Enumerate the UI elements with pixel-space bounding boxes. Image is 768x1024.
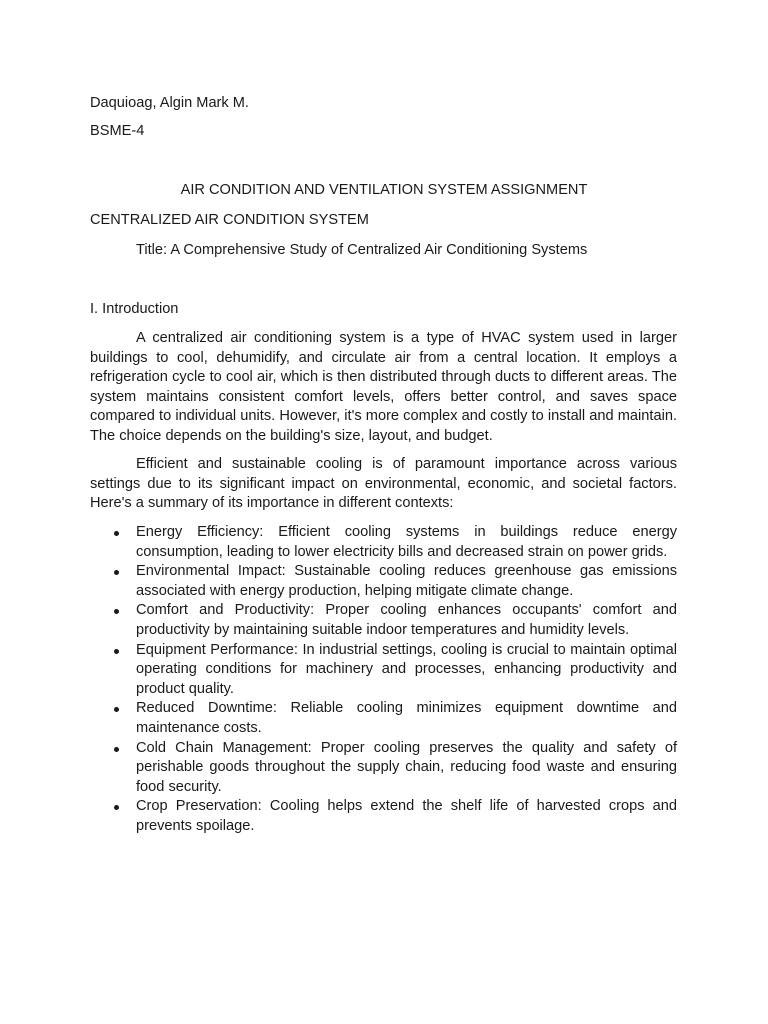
- paper-title: Title: A Comprehensive Study of Centralized Air Conditioning Systems: [136, 242, 588, 258]
- bullet-environmental-impact: Environmental Impact: Sustainable cooling reduces greenhouse gas emissions associated with energy production, helping mitigate climate change.: [90, 562, 677, 601]
- course-code: BSME-4: [90, 123, 145, 139]
- bullet-cold-chain-management: Cold Chain Management: Proper cooling preserves the quality and safety of perishable goods throughout the supply chain, reducing food waste and ensuring food security.: [90, 739, 677, 798]
- importance-bullet-list: [90, 523, 677, 837]
- intro-paragraph-1: A centralized air conditioning system is a type of HVAC system used in larger buildings to cool, dehumidify, and circulate air from a central location. It employs a refrigeration cycle to cool air, which is then distributed through ducts to different areas. The system maintains consistent comfort levels, offers better control, and saves space compared to individual units. However, it's more complex and costly to install and maintain. The choice depends on the building's size, layout, and budget.: [90, 330, 677, 444]
- system-title: CENTRALIZED AIR CONDITION SYSTEM: [90, 212, 369, 228]
- section-heading-introduction: I. Introduction: [90, 301, 179, 317]
- author-name: Daquioag, Algin Mark M.: [90, 95, 249, 111]
- bullet-crop-preservation: Crop Preservation: Cooling helps extend the shelf life of harvested crops and prevents spoilage.: [90, 797, 677, 836]
- bullet-energy-efficiency: Energy Efficiency: Efficient cooling systems in buildings reduce energy consumption, leading to lower electricity bills and decreased strain on power grids.: [90, 523, 677, 562]
- assignment-title: AIR CONDITION AND VENTILATION SYSTEM ASSIGNMENT: [180, 182, 588, 198]
- bullet-comfort-productivity: Comfort and Productivity: Proper cooling enhances occupants' comfort and productivity by maintaining suitable indoor temperatures and humidity levels.: [90, 601, 677, 640]
- bullet-equipment-performance: Equipment Performance: In industrial settings, cooling is crucial to maintain optimal operating conditions for machinery and processes, enhancing productivity and product quality.: [90, 641, 677, 700]
- intro-paragraph-2: Efficient and sustainable cooling is of paramount importance across various settings due to its significant impact on environmental, economic, and societal factors. Here's a summary of its importance in different contexts:: [90, 456, 677, 512]
- bullet-reduced-downtime: Reduced Downtime: Reliable cooling minimizes equipment downtime and maintenance costs.: [90, 699, 677, 738]
